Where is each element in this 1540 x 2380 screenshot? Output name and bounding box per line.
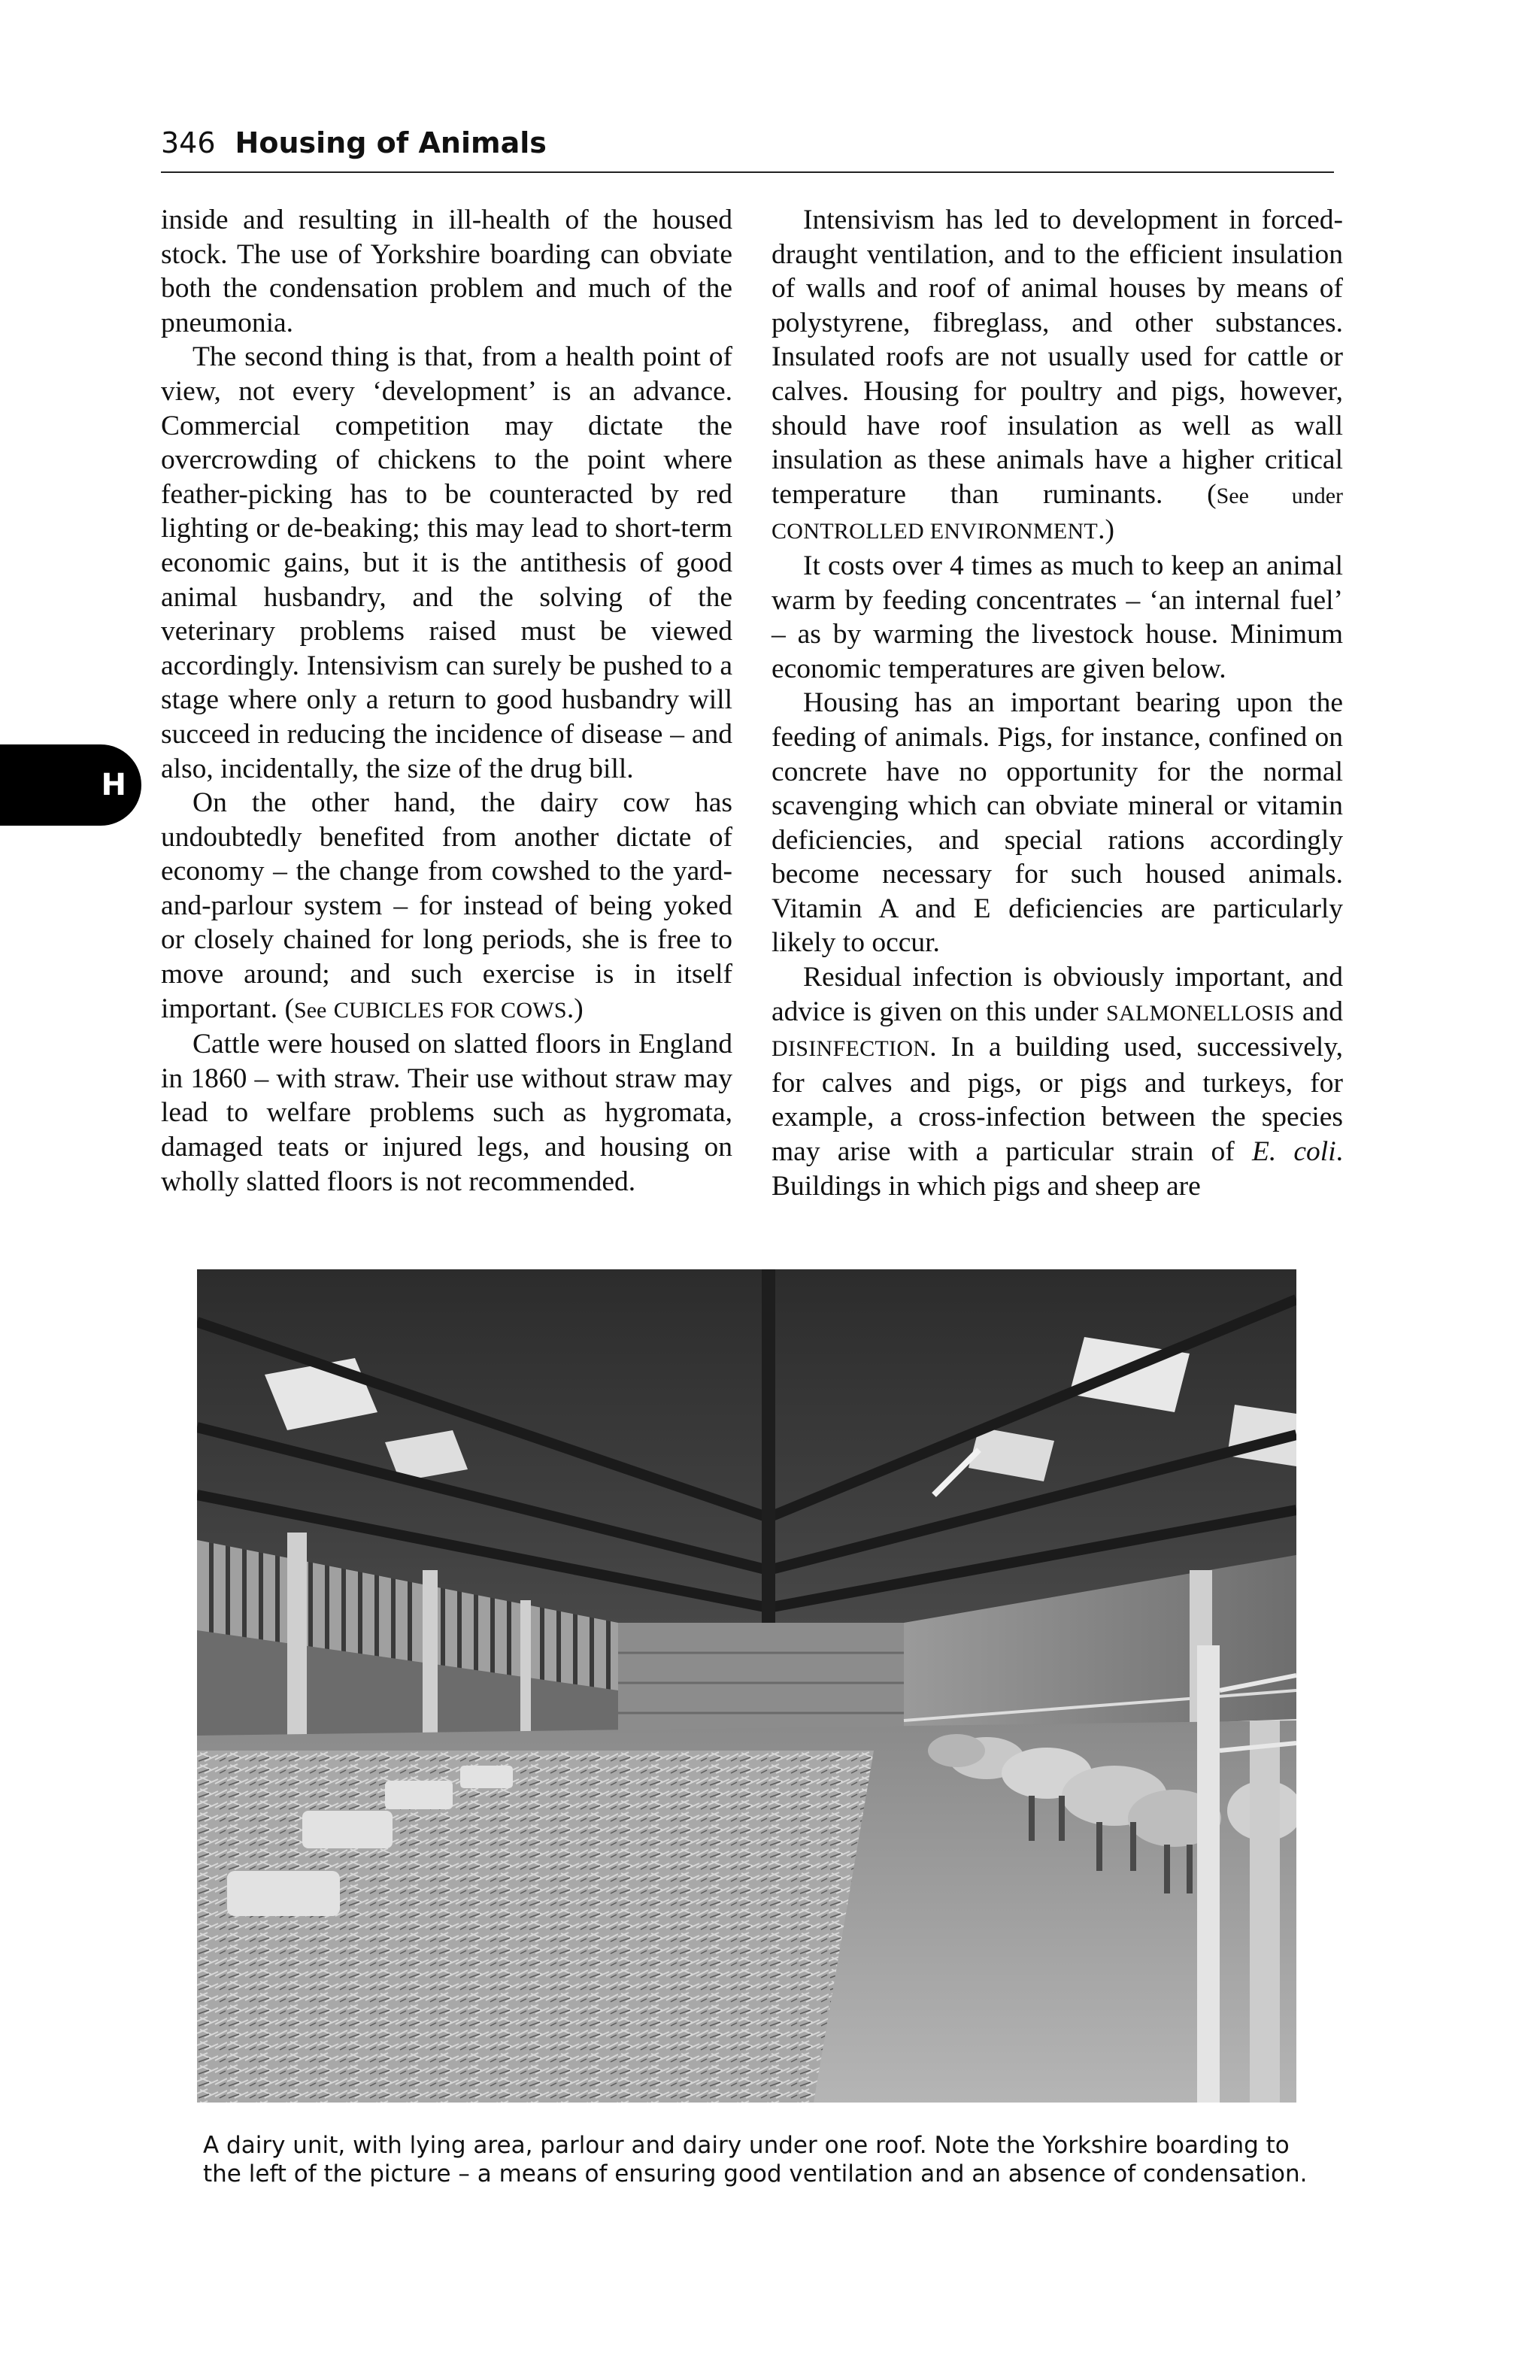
see-reference: See: [294, 997, 327, 1023]
running-title: Housing of Animals: [235, 126, 547, 159]
cross-reference-salmonellosis[interactable]: SALMONELLOSIS: [1105, 1000, 1295, 1026]
see-under-reference: See under: [1216, 483, 1344, 508]
left-column: [161, 203, 732, 1199]
right-paragraph-1: [772, 203, 1343, 549]
section-letter: H: [101, 768, 126, 802]
section-thumb-tab: [0, 744, 141, 826]
right-paragraph-1-text: Intensivism has led to development in forced-draught ventilation, and to the efficient insulation of walls and roof of animal houses by means of polystyrene, fibreglass, and other substances. Insulated roofs are not usually used for cattle or calves. Housing for poultry and pigs, however, should have roof insulation as well as wall insulation as these animals have a higher critical temperature than ruminants. (: [772, 205, 1343, 510]
right-paragraph-2: It costs over 4 times as much to keep an animal warm by feeding concentrates – ‘an internal fuel’ – as by warming the livestock house. Minimum economic temperatures are given below.: [772, 550, 1343, 684]
running-header: [161, 126, 1334, 159]
left-paragraph-4: Cattle were housed on slatted floors in England in 1860 – with straw. Their use without straw may lead to welfare problems such as hygromata, damaged teats or injured legs, and housing on wholly slatted floors is not recommended.: [161, 1029, 732, 1197]
left-paragraph-3: [161, 786, 732, 1027]
right-paragraph-4-rest: . In a building used, successively, for calves and pigs, or pigs and turkeys, for example, a cross-infection between the species may arise with a particular strain of: [772, 1032, 1343, 1168]
right-column: [772, 203, 1343, 1203]
left-paragraph-3-text: On the other hand, the dairy cow has undoubtedly benefited from another dictate of economy – the change from cowshed to the yard-and-parlour system – for instead of being yoked or closely chained for long periods, she is free to move around; and such exercise is in itself important. (: [161, 787, 732, 1024]
straw-bedding: [197, 1751, 874, 2103]
right-paragraph-3: Housing has an important bearing upon the feeding of animals. Pigs, for instance, confined on concrete have no opportunity for the normal scavenging which can obviate mineral or vitamin deficiencies, and special rations accordingly become necessary for such housed animals. Vitamin A and E deficiencies are particularly likely to occur.: [772, 687, 1343, 959]
species-name-italic: E. coli: [1251, 1136, 1336, 1168]
figure-caption: [203, 2131, 1316, 2188]
left-paragraph-2: The second thing is that, from a health point of view, not every ‘development’ is an advance. Commercial competition may dictate the overcrowding of chickens to the point where feather-picking has to be counteracted by red lighting or de-beaking; this may lead to short-term economic gains, but it is the antithesis of good animal husbandry, and the solving of the veterinary problems raised must be viewed accordingly. Intensivism can surely be pushed to a stage where only a return to good husbandry will succeed in reducing the incidence of disease – and also, incidentally, the size of the drug bill.: [161, 341, 732, 784]
cross-reference-disinfection[interactable]: DISINFECTION: [772, 1036, 930, 1062]
right-paragraph-4-mid: and: [1294, 996, 1343, 1027]
left-paragraph-3-end: .): [566, 993, 584, 1024]
cross-reference-controlled-environment[interactable]: CONTROLLED ENVIRONMENT: [772, 519, 1099, 544]
right-paragraph-1-end: .): [1098, 514, 1114, 546]
right-paragraph-4: [772, 960, 1343, 1203]
right-paragraph-4-text: Residual infection is obviously important, and advice is given on this under: [772, 962, 1343, 1027]
barn-photograph: [197, 1269, 1296, 2103]
left-paragraph-1: inside and resulting in ill-health of the housed stock. The use of Yorkshire boarding can obviate both the condensation problem and much of the pneumonia.: [161, 205, 732, 338]
header-rule: [161, 171, 1334, 173]
caption-text: A dairy unit, with lying area, parlour and dairy under one roof. Note the Yorkshire boarding to the left of the picture – a means of ensuring good ventilation and an absence of condensation.: [203, 2132, 1308, 2187]
page-number: 346: [161, 126, 216, 159]
cross-reference-cubicles[interactable]: CUBICLES FOR COWS: [333, 997, 567, 1023]
barn-interior-illustration: [197, 1269, 1296, 2103]
right-paragraph-4-end: . Buildings in which pigs and sheep are: [772, 1136, 1343, 1202]
